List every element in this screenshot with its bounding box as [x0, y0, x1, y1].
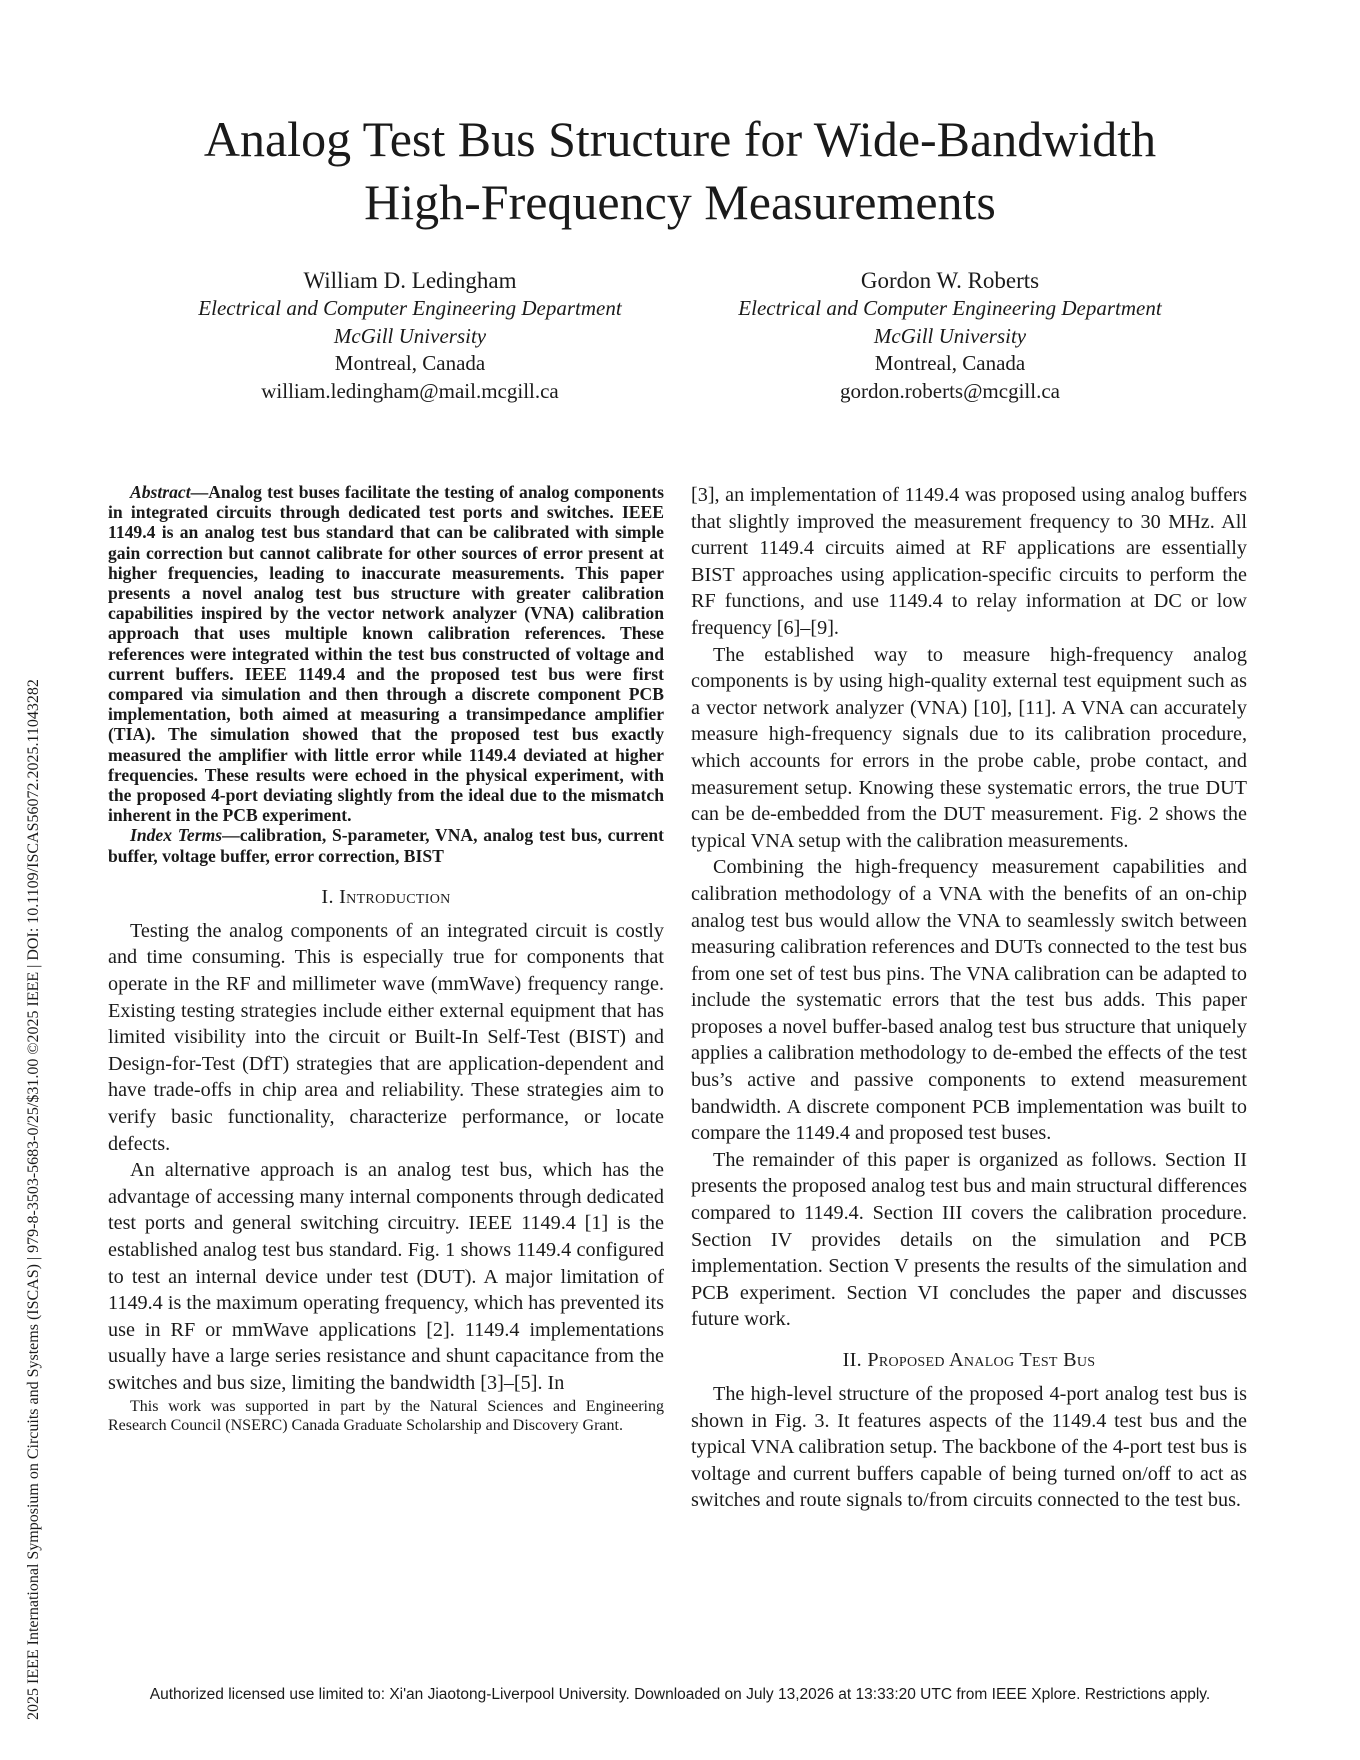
continuation-paragraph: [3], an implementation of 1149.4 was proposed using analog buffers that slightly improved the measurement frequency to 30 MHz. All current 1149.4 circuits aimed at RF applications are essentially BIST approaches using application-specific circuits to perform the RF functions, and use 1149.4 to relay information at DC or low frequency [6]–[9].: [691, 484, 1247, 639]
right-column: [691, 482, 1247, 1514]
author-university: McGill University: [333, 323, 487, 348]
author-location: Montreal, Canada: [874, 351, 1026, 375]
abstract: [108, 482, 664, 825]
intro-paragraph: An alternative approach is an analog test bus, which has the advantage of accessing many internal components through dedicated test ports and general switching circuitry. IEEE 1149.4 [1] is the established analog test bus standard. Fig. 1 shows 1149.4 configured to test an internal device under test (DUT). A major limitation of 1149.4 is the maximum operating frequency, which has prevented its use in RF or mmWave applications [2]. 1149.4 implementations usually have a large series resistance and shunt capacitance from the switches and bus size, limiting the bandwidth [3]–[5]. In: [108, 1159, 664, 1394]
author-location: Montreal, Canada: [334, 351, 486, 375]
abstract-label: Abstract: [130, 482, 191, 502]
author-block-1: [130, 266, 690, 405]
doi-side-note: 2025 IEEE International Symposium on Circuits and Systems (ISCAS) | 979-8-3503-5683-0/25/$31.00 ©2025 IEEE | DOI: 10.1109/ISCAS56072.2025.11043282: [25, 679, 42, 1720]
index-terms-text: —calibration, S-parameter, VNA, analog test bus, current buffer, voltage buffer, error correction, BIST: [108, 825, 664, 866]
ieee-xplore-footer: Authorized licensed use limited to: Xi'an Jiaotong-Liverpool University. Downloaded on July 13,2026 at 13:33:20 UTC from IEEE Xplore. Restrictions apply.: [149, 1686, 1211, 1703]
section-heading-introduction: I. Introduction: [321, 885, 451, 908]
section-heading-proposed-analog-test-bus: II. Proposed Analog Test Bus: [842, 1349, 1096, 1371]
paper-title: [0, 108, 1360, 234]
index-terms: [108, 825, 664, 865]
author-block-2: [670, 266, 1230, 405]
body-paragraph: The remainder of this paper is organized as follows. Section II presents the proposed analog test bus and main structural differences compared to 1149.4. Section III covers the calibration procedure. Section IV provides details on the simulation and PCB implementation. Section V presents the results of the simulation and PCB experiment. Section VI concludes the paper and discusses future work.: [691, 1148, 1247, 1331]
author-university: McGill University: [873, 323, 1027, 348]
title-line-2: High-Frequency Measurements: [364, 174, 996, 230]
funding-footnote: This work was supported in part by the Natural Sciences and Engineering Research Council (NSERC) Canada Graduate Scholarship and Discovery Grant.: [108, 1397, 664, 1434]
title-line-1: Analog Test Bus Structure for Wide-Bandwidth: [203, 111, 1157, 167]
author-name: William D. Ledingham: [303, 268, 517, 293]
author-name: Gordon W. Roberts: [860, 268, 1040, 293]
left-column: [108, 482, 664, 1435]
body-paragraph: The established way to measure high-frequency analog components is by using high-quality external test equipment such as a vector network analyzer (VNA) [10], [11]. A VNA can accurately measure high-frequency signals due to its calibration procedure, which accounts for errors in the probe cable, probe contact, and measurement setup. Knowing these systematic errors, the true DUT can be de-embedded from the DUT measurement. Fig. 2 shows the typical VNA setup with the calibration measurements.: [691, 643, 1247, 852]
author-email: william.ledingham@mail.mcgill.ca: [261, 378, 559, 403]
author-email: gordon.roberts@mcgill.ca: [840, 378, 1060, 403]
body-paragraph: The high-level structure of the proposed 4-port analog test bus is shown in Fig. 3. It features aspects of the 1149.4 test bus and the typical VNA calibration setup. The backbone of the 4-port test bus is voltage and current buffers capable of being turned on/off to act as switches and route signals to/from circuits connected to the test bus.: [691, 1383, 1247, 1512]
abstract-text: —Analog test buses facilitate the testing of analog components in integrated circuits through dedicated test ports and switches. IEEE 1149.4 is an analog test bus standard that can be calibrated with simple gain correction but cannot calibrate for other sources of error present at higher frequencies, leading to inaccurate measurements. This paper presents a novel analog test bus structure with greater calibration capabilities inspired by the vector network analyzer (VNA) calibration approach that uses multiple known calibration references. These references were integrated within the test bus constructed of voltage and current buffers. IEEE 1149.4 and the proposed test bus were first compared via simulation and then through a discrete component PCB implementation, both aimed at measuring a transimpedance amplifier (TIA). The simulation showed that the proposed test bus exactly measured the amplifier with little error while 1149.4 deviated at higher frequencies. These results were echoed in the physical experiment, with the proposed 4-port deviating slightly from the ideal due to the mismatch inherent in the PCB experiment.: [108, 482, 664, 826]
index-terms-label: Index Terms: [130, 825, 223, 846]
author-department: Electrical and Computer Engineering Department: [198, 296, 622, 320]
body-paragraph: Combining the high-frequency measurement capabilities and calibration methodology of a VNA with the benefits of an on-chip analog test bus would allow the VNA to seamlessly switch between measuring calibration references and DUTs connected to the test bus from one set of test bus pins. The VNA calibration can be adapted to include the systematic errors that the test bus adds. This paper proposes a novel buffer-based analog test bus structure that uniquely applies a calibration methodology to de-embed the effects of the test bus’s active and passive components to extend measurement bandwidth. A discrete component PCB implementation was built to compare the 1149.4 and proposed test buses.: [691, 856, 1247, 1145]
intro-paragraph: Testing the analog components of an integrated circuit is costly and time consuming. This is especially true for components that operate in the RF and millimeter wave (mmWave) frequency range. Existing testing strategies include either external equipment that has limited visibility into the circuit or Built-In Self-Test (BIST) and Design-for-Test (DfT) strategies that are application-dependent and have trade-offs in chip area and reliability. These strategies aim to verify basic functionality, characterize performance, or locate defects.: [108, 919, 664, 1155]
author-department: Electrical and Computer Engineering Department: [738, 296, 1162, 320]
